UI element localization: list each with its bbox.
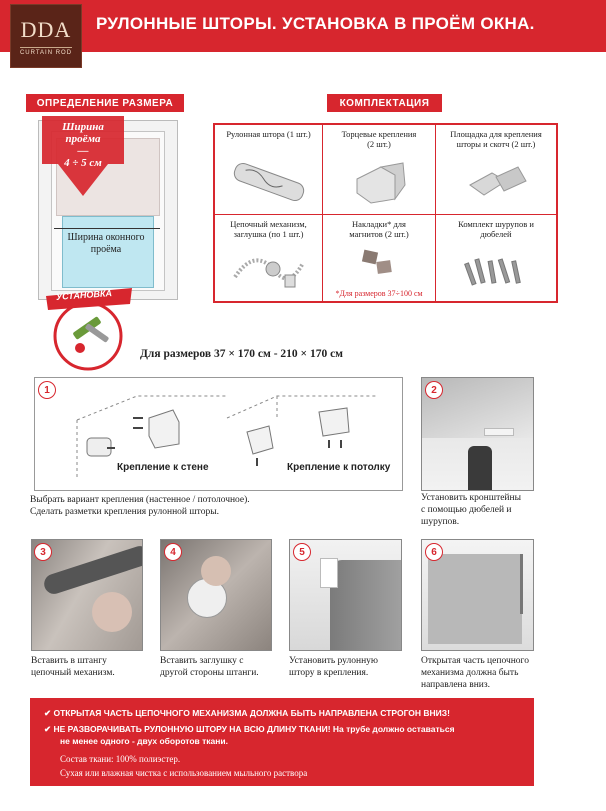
step-number: 3 — [34, 543, 52, 561]
caption-line: Открытая часть цепочного — [421, 656, 529, 666]
caption-line: Вставить в штангу — [31, 656, 107, 666]
kit-item-mount-pad — [436, 125, 556, 215]
wall-mount-label: Крепление к стене — [117, 462, 209, 473]
chain-shape — [520, 554, 523, 614]
measure-tag: ОПРЕДЕЛЕНИЕ РАЗМЕРА — [26, 94, 184, 112]
opening-line1: Ширина — [62, 121, 104, 133]
caption-line: цепочный механизм. — [31, 668, 115, 678]
kit-item-magnet-pads — [323, 215, 436, 301]
kit-item-label: Комплект шурупов и дюбелей — [458, 219, 534, 239]
warning-line-1 — [44, 708, 450, 719]
step-2-caption — [421, 492, 551, 528]
fabric-composition: Состав ткани: 100% полиэстер. — [60, 754, 181, 764]
kit-item-screws — [436, 215, 556, 301]
care-instructions: Сухая или влажная чистка с использованием мыльного раствора — [60, 768, 308, 778]
warning-text: ОТКРЫТАЯ ЧАСТЬ ЦЕПОЧНОГО МЕХАНИЗМА ДОЛЖНА БЫТЬ НАПРАВЛЕНА СТРОГОН ВНИЗ! — [53, 708, 450, 718]
warning-box — [30, 698, 534, 786]
warning-line-2 — [44, 724, 455, 735]
roller-blind-icon — [229, 157, 309, 209]
kit-item-chain-mechanism — [215, 215, 323, 301]
install-badge-text: УСТАНОВКА — [55, 288, 113, 302]
hand-shape — [92, 592, 132, 632]
ceiling-mount-label: Крепление к потолку — [287, 462, 391, 473]
screws-icon — [462, 253, 532, 293]
sizes-line: Для размеров 37 × 170 см - 210 × 170 см — [140, 348, 344, 360]
check-icon: ✔ — [44, 724, 54, 734]
kit-item-end-brackets — [323, 125, 436, 215]
logo-text: DDA — [20, 16, 72, 42]
step-number: 1 — [38, 381, 56, 399]
kit-table — [213, 123, 558, 303]
caption-line: другой стороны штанги. — [160, 668, 259, 678]
step-number: 5 — [293, 543, 311, 561]
kit-note: *Для размеров 37÷100 см — [335, 289, 423, 298]
opening-line2: проёма — [65, 133, 101, 145]
drill-shape — [468, 446, 492, 491]
window-width-line — [54, 228, 160, 229]
magnet-pad-icon — [359, 249, 403, 279]
kit-item-roller — [215, 125, 323, 215]
mount-pad-icon — [466, 163, 530, 203]
kit-item-label: Цепочный механизм, заглушка (по 1 шт.) — [230, 219, 307, 239]
kit-tag: КОМПЛЕКТАЦИЯ — [327, 94, 442, 112]
step-number: 2 — [425, 381, 443, 399]
step-1-panel — [34, 377, 403, 491]
chain-icon — [229, 243, 309, 295]
kit-item-label: Рулонная штора (1 шт.) — [226, 129, 311, 139]
page-title: РУЛОННЫЕ ШТОРЫ. УСТАНОВКА В ПРОЁМ ОКНА. — [96, 14, 535, 33]
caption-line: Установить кронштейны — [421, 493, 521, 503]
caption-line: Вставить заглушку с — [160, 656, 244, 666]
bracket-shape — [320, 558, 338, 588]
step-6-caption — [421, 655, 561, 691]
kit-item-label: Площадка для крепления шторы и скотч (2 шт.) — [450, 129, 542, 149]
check-icon: ✔ — [44, 708, 54, 718]
kit-item-label: Торцевые крепления (2 шт.) — [341, 129, 417, 149]
logo-subtext: CURTAIN ROD — [20, 47, 72, 56]
window-width-label — [58, 232, 154, 256]
header-bar — [0, 0, 606, 52]
kit-item-label: Накладки* для магнитов (2 шт.) — [349, 219, 409, 239]
caption-line: с помощью дюбелей и — [421, 505, 512, 515]
bracket-icon — [351, 159, 411, 207]
caption-line: Установить рулонную — [289, 656, 379, 666]
step-number: 4 — [164, 543, 182, 561]
step-3-caption — [31, 655, 151, 679]
step-4-caption — [160, 655, 280, 679]
tube-shape — [42, 543, 143, 596]
opening-width-label — [44, 121, 122, 169]
step-number: 6 — [425, 543, 443, 561]
warning-line-2b: не менее одного - двух оборотов ткани. — [60, 736, 228, 746]
opening-line3: — — [77, 145, 89, 157]
warning-text: НЕ РАЗВОРАЧИВАТЬ РУЛОННУЮ ШТОРУ НА ВСЮ ДЛИНУ ТКАНИ! На трубе должно оставаться — [53, 724, 455, 734]
caption-line: штору в крепления. — [289, 668, 369, 678]
caption-line: Выбрать вариант крепления (настенное / потолочное). — [30, 495, 250, 505]
blind-shape — [428, 554, 522, 644]
hand-shape — [201, 556, 231, 586]
caption-line: направлена вниз. — [421, 680, 491, 690]
caption-line: Сделать разметки крепления рулонной шторы. — [30, 507, 219, 517]
bracket-shape — [484, 428, 514, 436]
step-1-caption — [30, 494, 410, 518]
caption-line: механизма должна быть — [421, 668, 519, 678]
opening-line4: 4 ÷ 5 см — [64, 157, 102, 169]
caption-line: шурупов. — [421, 517, 460, 527]
window-width-line2: проёма — [90, 244, 122, 255]
brand-logo — [10, 4, 82, 68]
window-width-line1: Ширина оконного — [67, 232, 145, 243]
step-5-caption — [289, 655, 409, 679]
blind-shape — [330, 560, 402, 651]
